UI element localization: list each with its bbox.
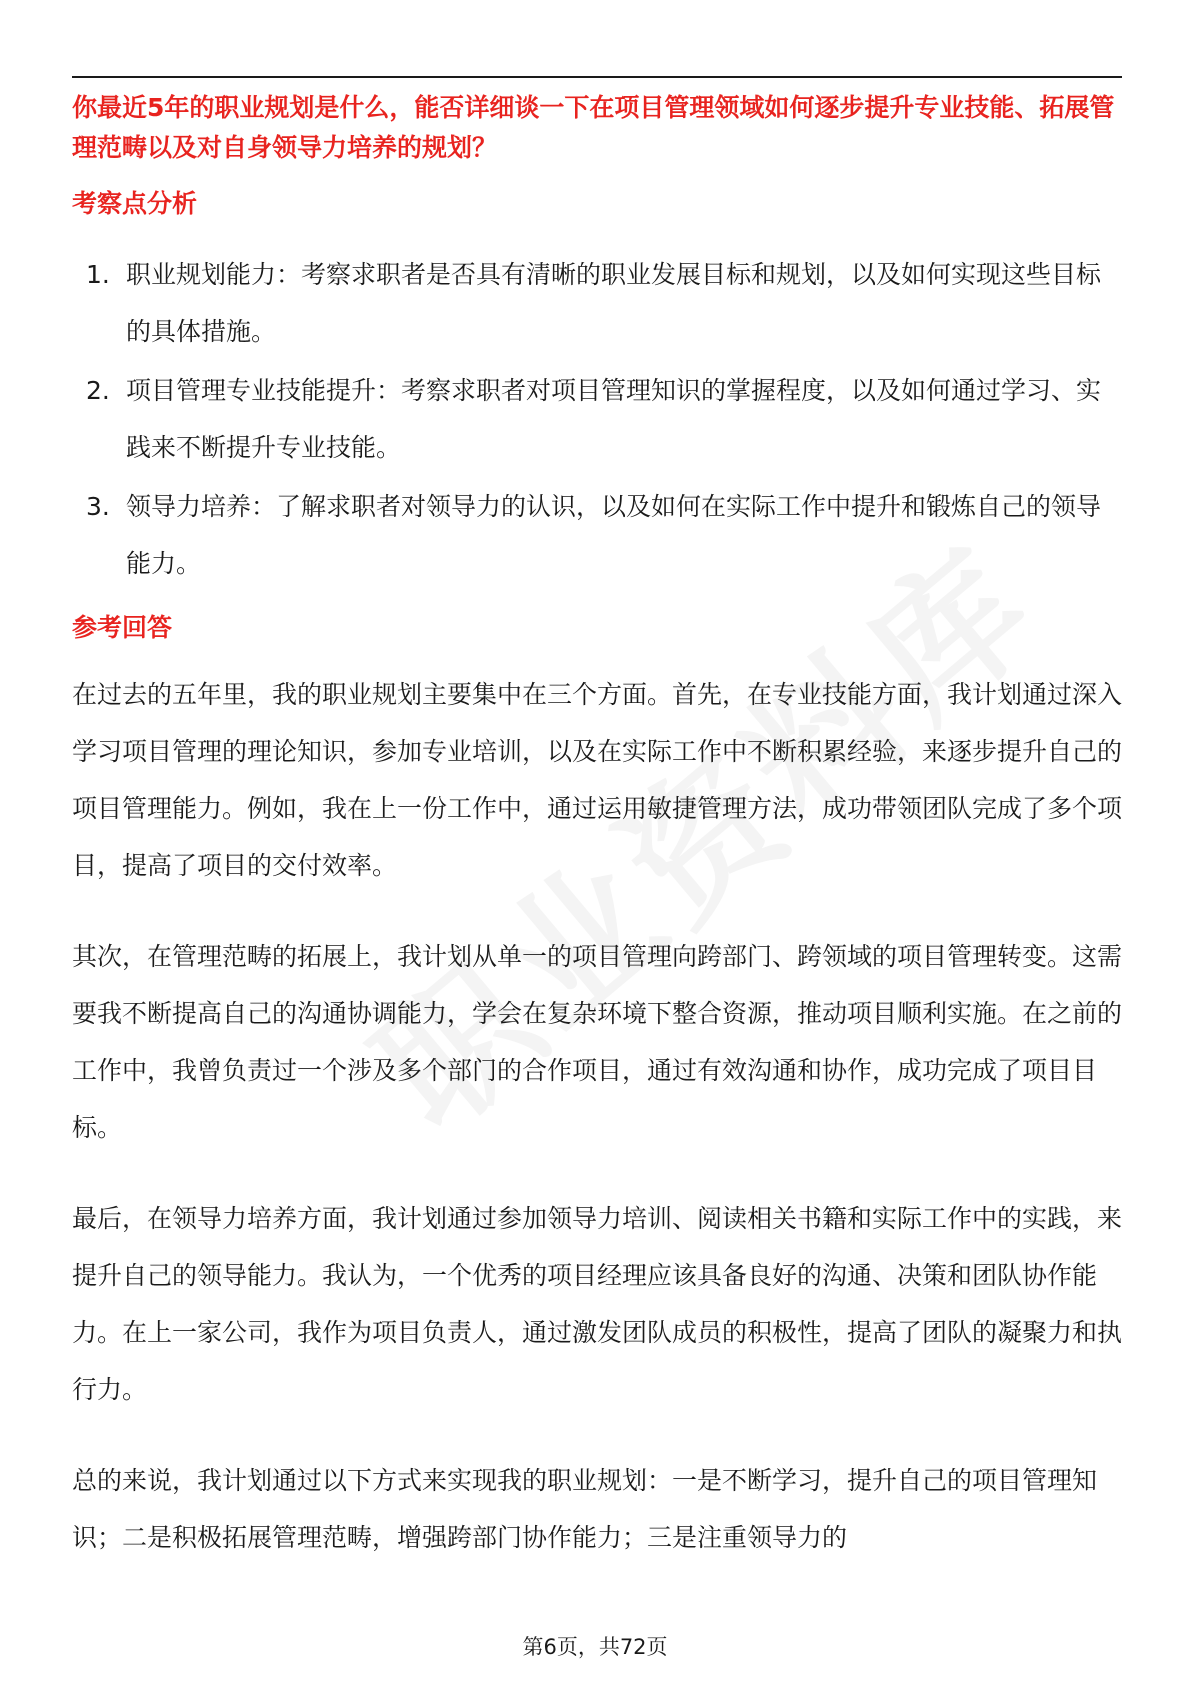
analysis-point-2 [72,362,1122,476]
answer-paragraph-2: 其次，在管理范畴的拓展上，我计划从单一的项目管理向跨部门、跨领域的项目管理转变。这需要我不断提高自己的沟通协调能力，学会在复杂环境下整合资源，推动项目顺利实施。在之前的工作中，我曾负责过一个涉及多个部门的合作项目，通过有效沟通和协作，成功完成了项目目标。 [72,942,1123,1142]
point-text: 项目管理专业技能提升：考察求职者对项目管理知识的掌握程度，以及如何通过学习、实践来不断提升专业技能。 [126,376,1102,462]
point-number: 1. [86,260,110,289]
question-title: 你最近5年的职业规划是什么，能否详细谈一下在项目管理领域如何逐步提升专业技能、拓展管理范畴以及对自身领导力培养的规划？ [72,93,1115,162]
point-number: 2. [86,376,110,405]
analysis-heading: 考察点分析 [72,189,198,218]
point-text: 职业规划能力：考察求职者是否具有清晰的职业发展目标和规划，以及如何实现这些目标的具体措施。 [126,260,1102,346]
point-text: 领导力培养：了解求职者对领导力的认识，以及如何在实际工作中提升和锻炼自己的领导能力。 [126,492,1102,578]
page-footer: 第6页，共72页 [522,1635,668,1659]
answer-paragraph-4: 总的来说，我计划通过以下方式来实现我的职业规划：一是不断学习，提升自己的项目管理知识；二是积极拓展管理范畴，增强跨部门协作能力；三是注重领导力的 [72,1466,1098,1552]
top-rule [72,76,1122,78]
answer-paragraph-1: 在过去的五年里，我的职业规划主要集中在三个方面。首先，在专业技能方面，我计划通过深入学习项目管理的理论知识，参加专业培训，以及在实际工作中不断积累经验，来逐步提升自己的项目管理能力。例如，我在上一份工作中，通过运用敏捷管理方法，成功带领团队完成了多个项目，提高了项目的交付效率。 [72,680,1123,880]
page-content [72,88,1122,1566]
answer-paragraph-3: 最后，在领导力培养方面，我计划通过参加领导力培训、阅读相关书籍和实际工作中的实践，来提升自己的领导能力。我认为，一个优秀的项目经理应该具备良好的沟通、决策和团队协作能力。在上一家公司，我作为项目负责人，通过激发团队成员的积极性，提高了团队的凝聚力和执行力。 [72,1204,1123,1404]
answer-heading: 参考回答 [72,613,173,642]
point-number: 3. [86,492,110,521]
analysis-list [72,246,1122,592]
analysis-point-1 [72,246,1122,360]
analysis-point-3 [72,478,1122,592]
